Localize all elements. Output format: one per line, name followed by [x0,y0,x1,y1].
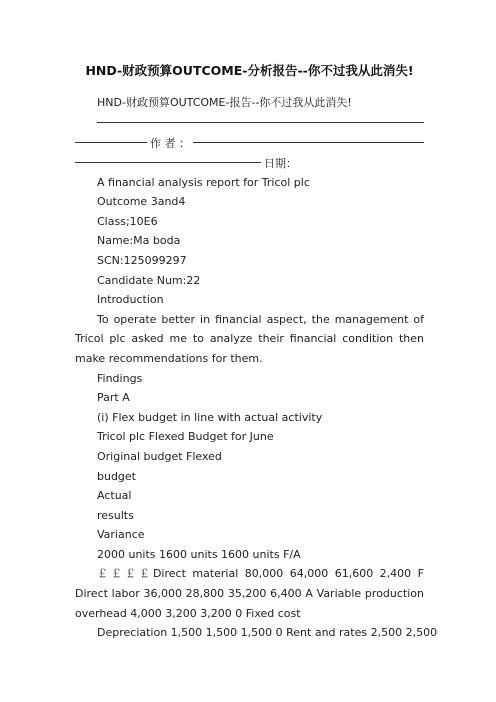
text-line: Variance [97,528,145,542]
rule-line [75,162,261,163]
text-line: A financial analysis report for Tricol plc [97,175,310,189]
document-subtitle: HND-财政预算OUTCOME-报告--你不过我从此消失! [97,96,352,109]
author-label: 作 者 ： [150,136,190,150]
text-line: Part A [97,391,130,405]
text-line: 2000 units 1600 units 1600 units F/A [97,547,301,561]
text-line: results [97,508,134,522]
text-line: (ⅰ) Flex budget in line with actual activity [97,410,323,424]
text-line: budget [97,469,136,483]
section-heading-introduction: Introduction [97,293,164,307]
date-label: 日期： [264,156,297,170]
text-line: Class;10E6 [97,214,158,228]
text-line: Tricol plc Flexed Budget for June [97,430,274,444]
document-title: HND-财政预算OUTCOME-分析报告--你不过我从此消失! [85,63,414,78]
text-line: SCN:125099297 [97,253,187,267]
rule-line [193,142,424,143]
text-line: Original budget Flexed [97,449,222,463]
text-line: Candidate Num:22 [97,273,201,287]
text-line: Outcome 3and4 [97,195,186,209]
text-line: Actual [97,489,132,503]
text-line: Name:Ma boda [97,234,181,248]
underline-row-1 [75,113,424,133]
budget-table-paragraph: ￡￡￡￡Direct material 80,000 64,000 61,600 2,400 F Direct labor 36,000 28,800 35,200 6,400 A Variable production overhead 4,000 3,200 3,200 0 Fixed cost [75,567,424,620]
rule-line [97,122,424,123]
document-body [75,93,438,643]
intro-paragraph: To operate better in financial aspect, the management of Tricol plc asked me to analyze their financial condition then make recommendations for them. [75,312,424,365]
author-row [75,133,424,153]
date-row [75,153,424,173]
rule-line [75,142,147,143]
section-heading-findings: Findings [97,371,143,385]
text-line: Depreciation 1,500 1,500 1,500 0 Rent and rates 2,500 2,500 [97,626,438,640]
